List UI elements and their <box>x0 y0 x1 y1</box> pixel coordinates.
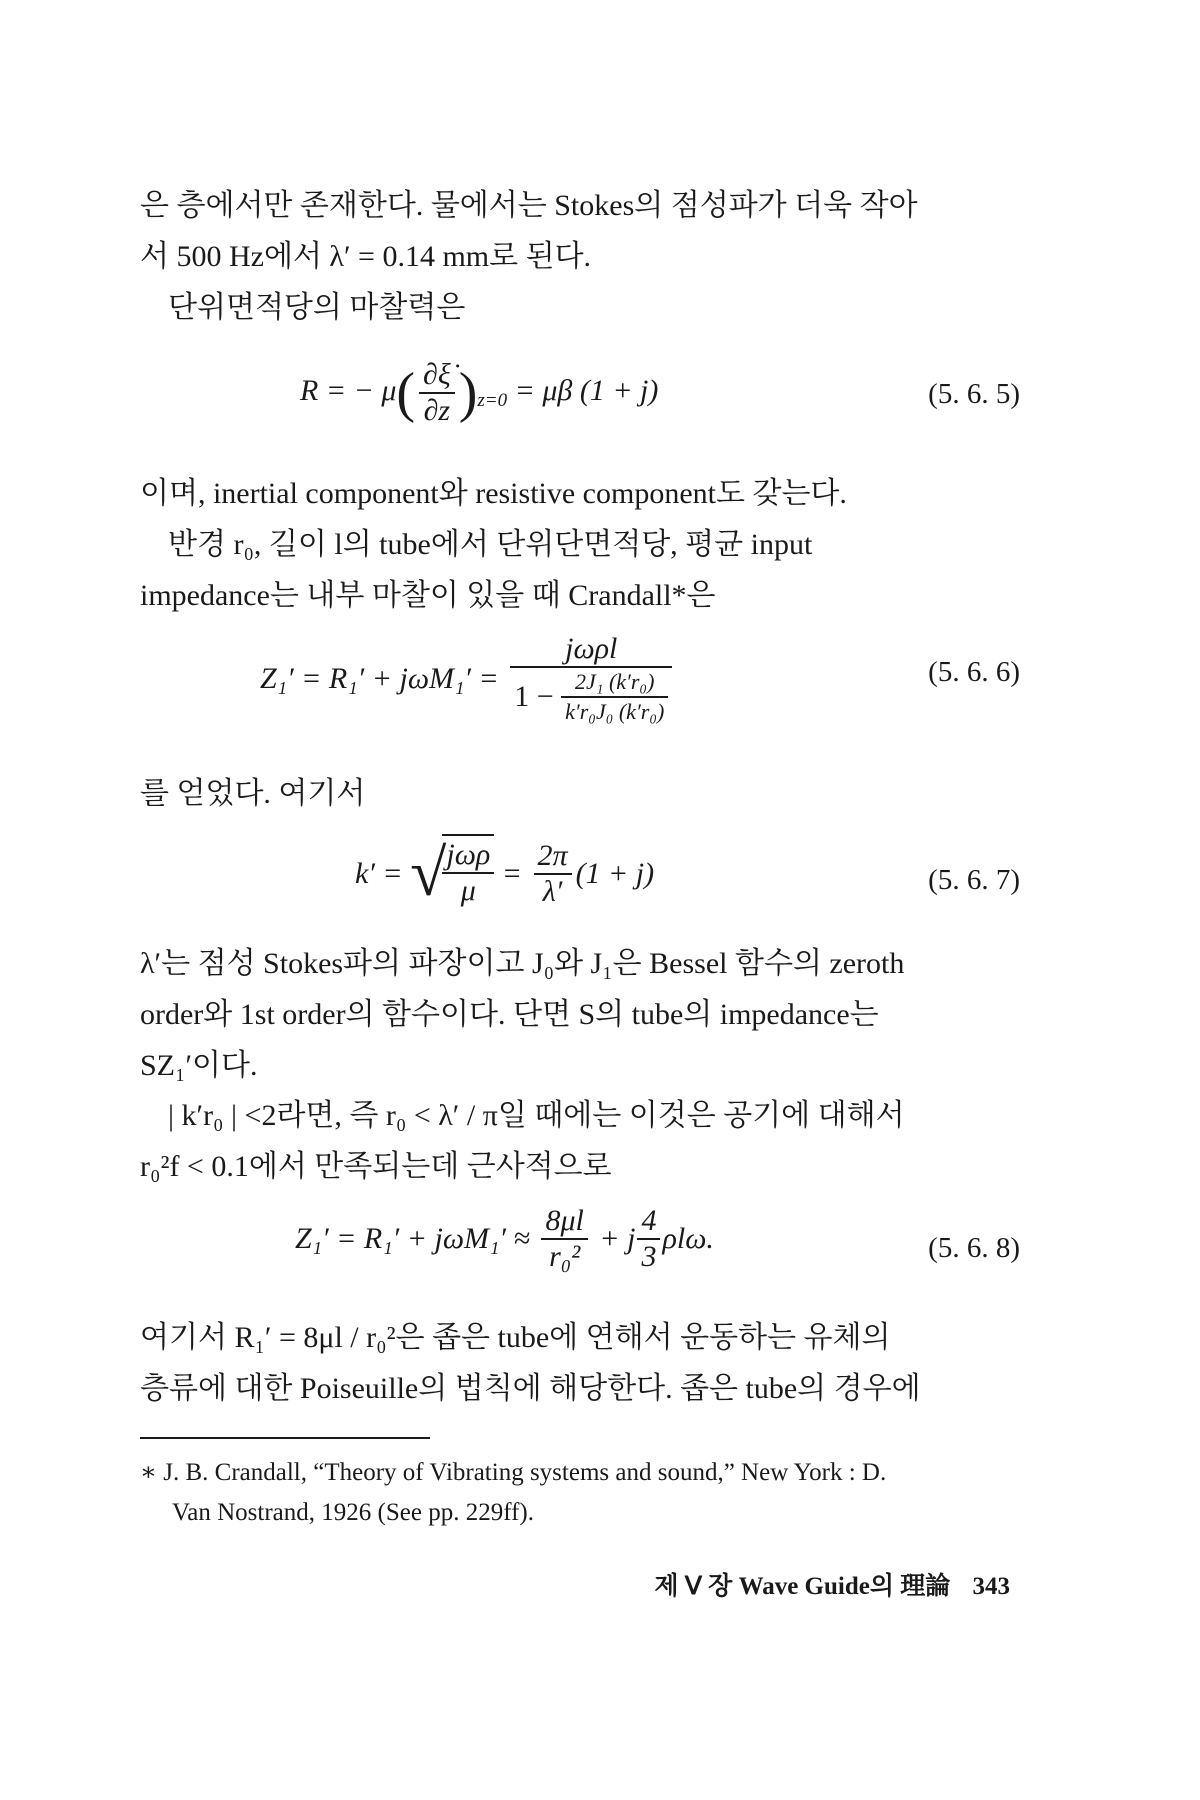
text-line: 층류에 대한 Poiseuille의 법칙에 해당한다. 좁은 tube의 경우에 <box>140 1372 921 1405</box>
text-line: order와 1st order의 함수이다. 단면 S의 tube의 impedance는 <box>140 998 879 1031</box>
eq-fraction: jωρl 1 − $\frac{\text{2J₁ (k′r₀)}}{\text{k′r₀J₀ (k′r₀)}}$ <box>510 632 672 726</box>
paragraph-2 <box>140 282 1030 333</box>
footnote <box>140 1453 1040 1533</box>
equation-5-6-5: R = − μ( $\frac{\partial\xi̇}{\partial z}$ )$_{z=0} = \mu\beta$ (1 + j) (5. 6. 5) <box>300 358 1020 427</box>
footnote-line: ∗ J. B. Crandall, “Theory of Vibrating systems and sound,” New York : D. <box>140 1459 887 1486</box>
equation-5-6-7: k′ = √ $\frac{\text{jωρ}}{\mu}$ = $\frac{2\pi}{\lambda'}$ (1 + j) (5. 6. 7) <box>140 830 1030 940</box>
text-line: 를 얻었다. 여기서 <box>140 777 366 810</box>
chapter-title: 제 Ⅴ 장 Wave Guide의 理論 <box>654 1573 951 1600</box>
paragraph-5 <box>140 768 1030 819</box>
page-number: 343 <box>972 1573 1010 1600</box>
text-line: 이며, inertial component와 resistive component도 갖는다. <box>140 477 847 510</box>
eq-fraction: $\frac{8\mu l}{\text{r₀²}}$ <box>541 1204 587 1274</box>
eq-lhs: Z₁′ = R₁′ + jωM₁′ = <box>260 662 499 695</box>
square-root: √ $\frac{\text{jωρ}}{\mu}$ <box>410 834 494 914</box>
text-line: 단위면적당의 마찰력은 <box>168 291 466 324</box>
equation-5-6-6 <box>140 632 1030 752</box>
equation-number: (5. 6. 8) <box>928 1232 1020 1264</box>
eq-lhs: R = − μ <box>300 373 397 407</box>
text-line: SZ₁′이다. <box>140 1049 258 1082</box>
paragraph-7 <box>140 1090 1030 1192</box>
paragraph-1 <box>140 180 1030 282</box>
page-footer <box>654 1566 1010 1602</box>
text-line: 은 층에서만 존재한다. 물에서는 Stokes의 점성파가 더욱 작아 <box>140 189 918 222</box>
equation-number: (5. 6. 6) <box>928 656 1020 688</box>
text-line: impedance는 내부 마찰이 있을 때 Crandall*은 <box>140 579 716 612</box>
eq-subscript: z=0 <box>477 389 508 411</box>
equation-number: (5. 6. 5) <box>928 378 1020 410</box>
eq-fraction: $\frac{2\pi}{\lambda'}$ <box>534 839 572 909</box>
paragraph-8 <box>140 1312 1030 1414</box>
eq-rhs: = μβ (1 + j) <box>514 373 659 407</box>
text-line: 서 500 Hz에서 λ′ = 0.14 mm로 된다. <box>140 240 592 273</box>
eq-fraction: $\frac{4}{3}$ <box>637 1204 660 1274</box>
text-line: | k′r₀ | <2라면, 즉 r₀ < λ′ / π일 때에는 이것은 공기에 대해서 <box>168 1099 905 1132</box>
footnote-line: Van Nostrand, 1926 (See pp. 229ff). <box>172 1499 534 1526</box>
footnote-rule <box>140 1437 430 1439</box>
paragraph-4 <box>140 519 1030 621</box>
text-line: r₀²f < 0.1에서 만족되는데 근사적으로 <box>140 1150 612 1183</box>
text-line: λ′는 점성 Stokes파의 파장이고 J₀와 J₁은 Bessel 함수의 zeroth <box>140 947 905 980</box>
text-line: 반경 r₀, 길이 l의 tube에서 단위단면적당, 평균 input <box>168 528 813 561</box>
equation-number: (5. 6. 7) <box>928 864 1020 896</box>
text-line: 여기서 R₁′ = 8μl / r₀²은 좁은 tube에 연해서 운동하는 유체의 <box>140 1321 891 1354</box>
equation-5-6-8: Z₁′ = R₁′ + jωM₁′ ≈ $\frac{8\mu l}{\text{r₀²}}$ + j $\frac{4}{3}$ ρlω. (5. 6. 8) <box>295 1204 1020 1273</box>
eq-lhs: k′ = <box>355 857 403 890</box>
eq-lhs: Z₁′ = R₁′ + jωM₁′ ≈ <box>295 1222 530 1255</box>
paragraph-3 <box>140 468 1030 519</box>
paragraph-6 <box>140 938 1030 1091</box>
eq-fraction: $\frac{\partial\xi̇}{\partial z}$ <box>419 358 455 428</box>
